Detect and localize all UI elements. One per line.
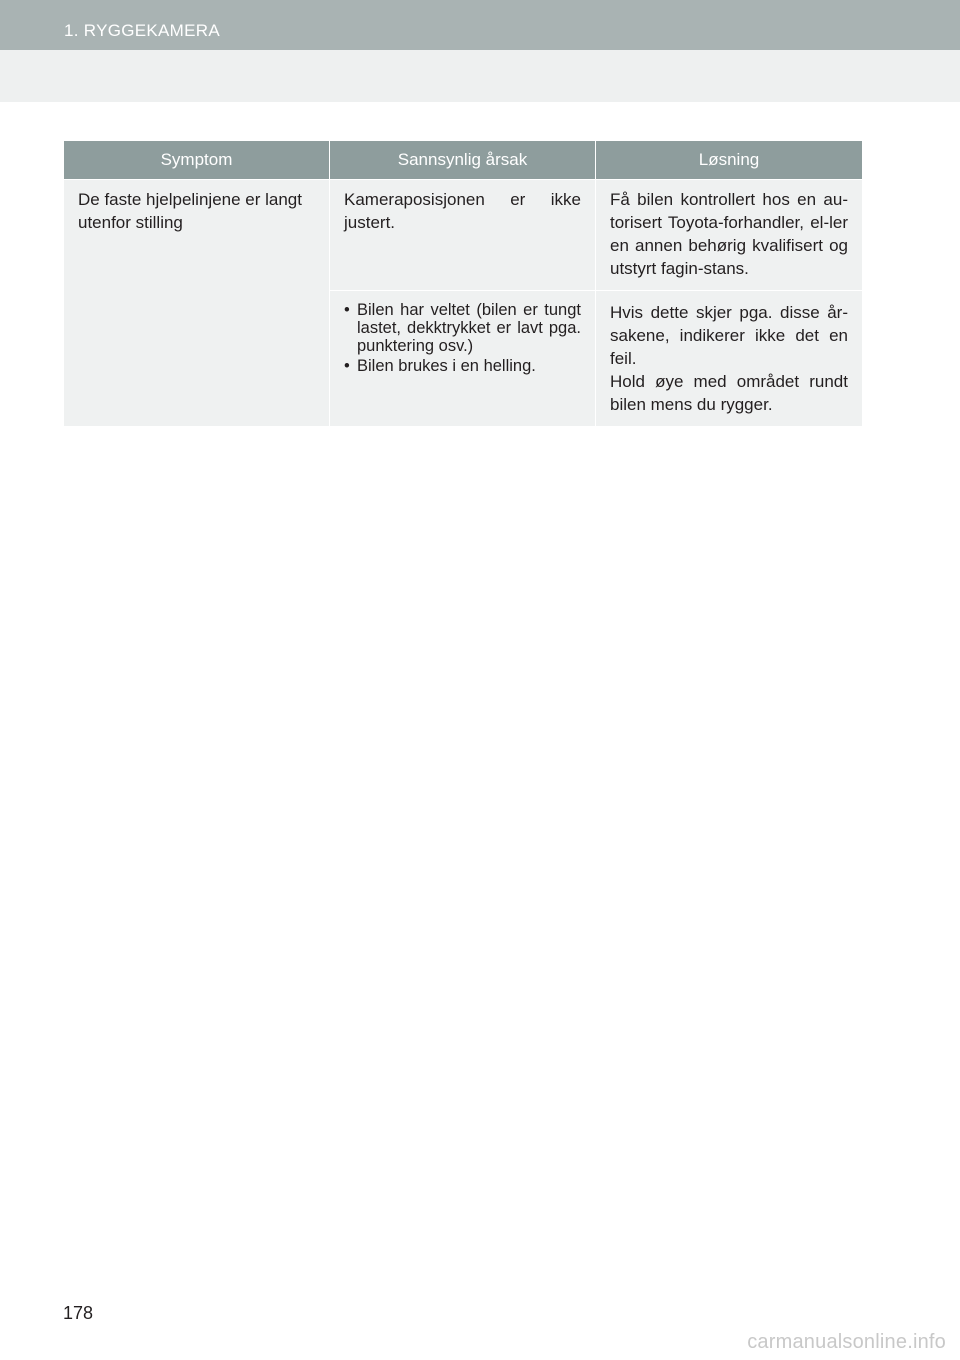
section-header-bar <box>0 0 960 50</box>
column-header-cause: Sannsynlig årsak <box>330 141 596 179</box>
cause-cell <box>330 290 596 426</box>
table-row <box>64 179 862 290</box>
list-item: • Bilen har veltet (bilen er tungt lastet, dekktrykket er lavt pga. punktering osv.) <box>344 301 581 355</box>
cause-cell <box>330 179 596 290</box>
symptom-text: De faste hjelpelinjene er langt utenfor stilling <box>78 190 302 232</box>
section-title: 1. RYGGEKAMERA <box>64 21 220 40</box>
bullet-icon: • <box>344 301 350 319</box>
solution-text: Få bilen kontrollert hos en au-torisert Toyota-forhandler, el-ler en annen behørig kvalifisert og utstyrt fagin-stans. <box>610 190 848 278</box>
column-header-solution: Løsning <box>596 141 862 179</box>
page-number: 178 <box>63 1303 94 1323</box>
watermark: carmanualsonline.info <box>747 1331 946 1353</box>
cause-bullet-list <box>344 301 581 375</box>
solution-text: Hold øye med området rundt bilen mens du rygger. <box>610 372 848 414</box>
list-item: • Bilen brukes i en helling. <box>344 357 536 375</box>
table-header-row <box>64 141 862 179</box>
symptom-cell <box>64 179 330 426</box>
cause-text: Kameraposisjonen er ikke justert. <box>344 190 581 232</box>
troubleshooting-table <box>64 141 862 426</box>
bullet-icon: • <box>344 357 350 375</box>
header-band <box>0 50 960 102</box>
solution-cell <box>596 179 862 290</box>
solution-text: Hvis dette skjer pga. disse år-sakene, indikerer ikke det en feil. <box>610 303 848 368</box>
solution-cell <box>596 290 862 426</box>
column-header-symptom: Symptom <box>64 141 330 179</box>
